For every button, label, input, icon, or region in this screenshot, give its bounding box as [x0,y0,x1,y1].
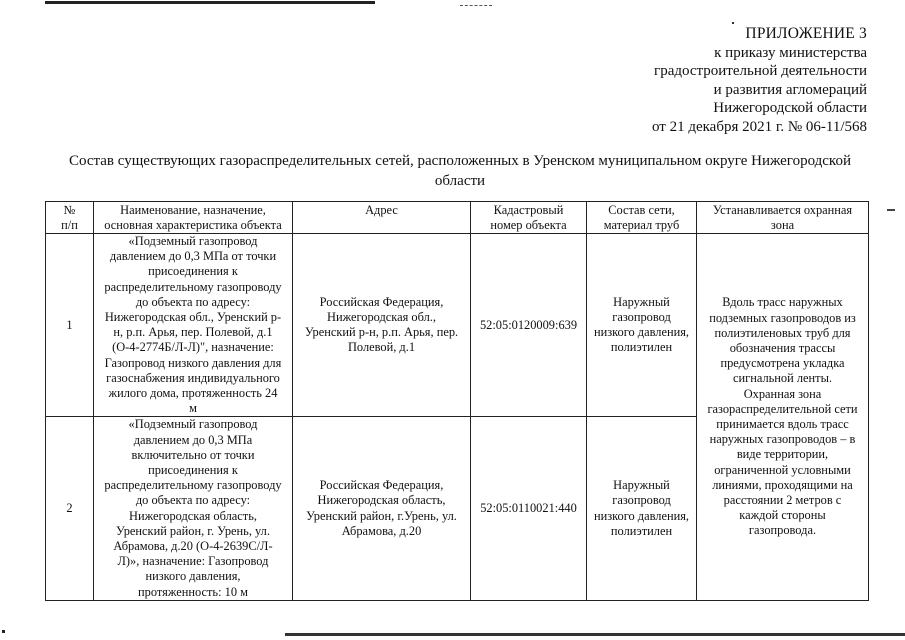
row-name: «Подземный газопровод давлением до 0,3 МПа от точки присоединения к распределительному газопроводу до объекта по адресу: Нижегородская обл., Уренский р- н, р.п. Арья, пер. Полевой, д.1 (О-4-2774Б/Л-Л)", назначение: Газопровод низкого давления для газоснабжения индивидуального жилого дома, протяженность 24 м [94,234,293,417]
row-address: Российская Федерация, Нижегородская обл., Уренский р-н, р.п. Арья, пер. Полевой, д.1 [293,234,471,417]
appendix-line-region: Нижегородской области [713,100,867,117]
appendix-line-order: к приказу министерства [714,44,867,61]
footer-rule [400,600,521,601]
row-cadastral: 52:05:0120009:639 [471,234,587,417]
appendix-line-date-number: от 21 декабря 2021 г. № 06-11/568 [651,118,867,135]
document-title: Состав существующих газораспределительных сетей, расположенных в Уренском муниципальном округе Нижегородской области [69,153,851,189]
header-name: Наименование, назначение, основная характеристика объекта [94,202,293,234]
header-network: Состав сети, материал труб [587,202,697,234]
row-cadastral: 52:05:0110021:440 [471,417,587,600]
scan-artifact-speck [732,22,734,24]
scan-artifact-right-mark [887,209,895,211]
appendix-title: ПРИЛОЖЕНИЕ 3 [745,25,867,42]
scan-artifact-bottom-line [285,633,905,636]
appendix-line-ministry: градостроительной деятельности [654,63,867,80]
row-name: «Подземный газопровод давлением до 0,3 МПа включительно от точки присоединения к распределительному газопроводу до объекта по адресу: Нижегородская область, Уренский район, г. Урень, ул. Абрамова, д.20 (О-4-2639С/Л- Л)», назначение: Газопровод низкого давления, протяженность: 10 м [94,417,293,600]
gas-network-table [45,201,869,601]
row-address: Российская Федерация, Нижегородская область, Уренский район, г.Урень, ул. Абрамова, д.20 [293,417,471,600]
row-number: 1 [46,234,94,417]
row-number: 2 [46,417,94,600]
table-header-row [46,202,869,234]
zone-description: Вдоль трасс наружных подземных газопроводов из полиэтиленовых труб для обозначения трассы предусмотрена укладка сигнальной ленты. Охранная зона газораспределительной сети принимается вдоль трасс наружных газопроводов – в виде территории, ограниченной условными линиями, проходящими на расстоянии 2 метров с каждой стороны газопровода. [697,234,869,601]
appendix-line-agglomeration: и развития агломераций [713,81,867,98]
header-address: Адрес [293,202,471,234]
header-number: № п/п [46,202,94,234]
row-network: Наружный газопровод низкого давления, полиэтилен [587,417,697,600]
scan-artifact-top-dash [460,5,492,7]
header-zone: Устанавливается охранная зона [697,202,869,234]
scan-artifact-dot [2,630,5,633]
scan-artifact-top-line [45,1,375,4]
appendix-header [652,25,867,137]
row-network: Наружный газопровод низкого давления, полиэтилен [587,234,697,417]
header-cadastral: Кадастровый номер объекта [471,202,587,234]
table-row [46,234,869,417]
